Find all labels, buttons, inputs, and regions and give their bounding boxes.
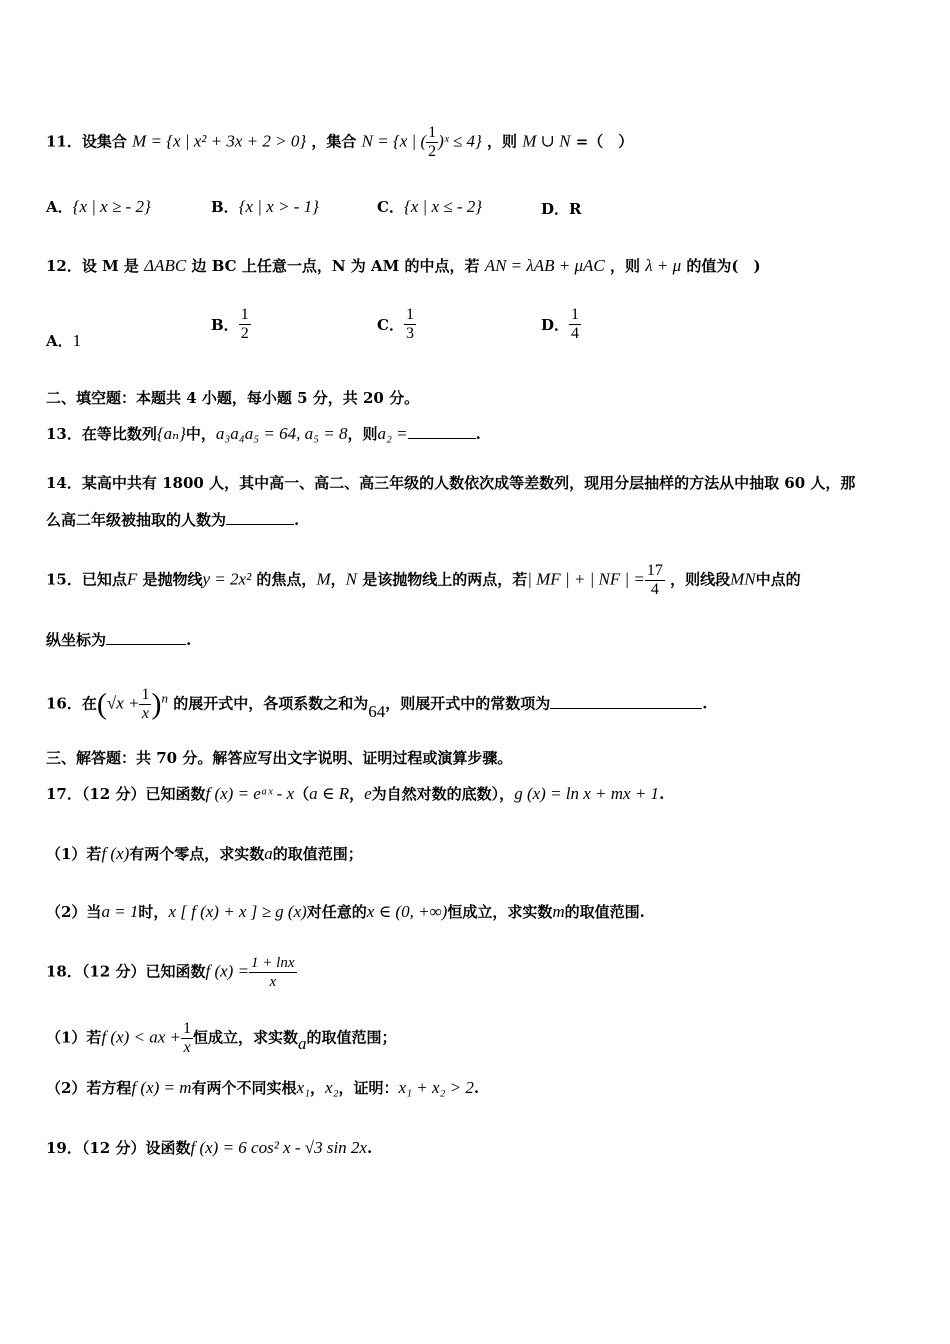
q11-set-n-right: )ˣ ≤ 4} [438, 131, 482, 151]
q11-set-n-left: N = {x | ( [361, 131, 427, 151]
q11-option-c: C．{x | x ≤ - 2} [377, 197, 483, 216]
q11-union: M ∪ N [522, 131, 571, 151]
q12-vector-eq: AN = λAB + μAC [484, 256, 605, 275]
question-18-part-2: （2）若方程f (x) = m有两个不同实根x₁，x₂，证明：x₁ + x₂ > 2. [46, 1078, 480, 1097]
q16-answer-blank[interactable] [550, 694, 702, 709]
question-11 [46, 124, 633, 161]
question-14-line-1: 14．某高中共有 1800 人，其中高一、高二、高三年级的人数依次成等差数列，现用分层抽样的方法从中抽取 60 人，那 [46, 474, 856, 492]
q11-ask-end: =（ ） [575, 132, 634, 151]
q15-fraction: $\frac{17}{4}$ [646, 562, 663, 598]
question-17-part-2: （2）当a = 1时，x [ f (x) + x ] ≥ g (x)对任意的x ∈ (0, +∞)恒成立，求实数m的取值范围. [46, 902, 645, 921]
q15-answer-blank[interactable] [106, 630, 186, 645]
q11-option-d: D．R [541, 200, 582, 218]
question-18-part-1: （1）若f (x) < ax + $\frac{1}{x}$ 恒成立，求实数a的取值范围； [46, 1020, 397, 1056]
section-2-heading: 二、填空题：本题共 4 小题，每小题 5 分，共 20 分。 [46, 389, 420, 407]
q12-triangle: ΔABC [144, 256, 187, 275]
q11-stem: 11．设集合 [46, 132, 127, 151]
question-14-line-2: 么高二年级被抽取的人数为 . [46, 511, 300, 529]
section-3-heading: 三、解答题：共 70 分。解答应写出文字说明、证明过程或演算步骤。 [46, 749, 513, 767]
question-16: 16．在(√x + $\frac{1}{x}$ )$^n$ 的展开式中，各项系数之和为64，则展开式中的常数项为 . [46, 686, 708, 722]
q13-answer-blank[interactable] [408, 424, 476, 439]
q12-option-b: B． $\frac{1}{2}$ [211, 306, 249, 342]
q11-set-m: M = {x | x² + 3x + 2 > 0} [132, 131, 307, 151]
question-15-line-2: 纵坐标为 . [46, 631, 192, 649]
q11-option-b: B．{x | x > - 1} [211, 197, 319, 216]
q11-half: $\frac{1}{2}$ [428, 124, 437, 160]
q12-text-1: 12．设 M 是 [46, 257, 139, 275]
q14-answer-blank[interactable] [226, 510, 294, 525]
q18-fraction: $\frac{1 + \ln x}{x}$ [251, 955, 295, 990]
q11-option-a: A．{x | x ≥ - 2} [46, 197, 151, 216]
q12-option-c: C． $\frac{1}{3}$ [377, 306, 414, 342]
q11-mid: ，集合 [311, 132, 357, 151]
question-19: 19．（12 分）设函数f (x) = 6 cos² x - √3 sin 2x. [46, 1138, 373, 1157]
q12-text-4: 的值为( ) [686, 257, 761, 275]
q11-ask: ，则 [486, 132, 517, 151]
q12-text-2: 边 BC 上任意一点，N 为 AM 的中点，若 [191, 257, 480, 275]
q12-option-d: D． $\frac{1}{4}$ [541, 306, 580, 342]
question-17-part-1: （1）若f (x)有两个零点，求实数a的取值范围； [46, 844, 363, 863]
question-18: 18．（12 分）已知函数f (x) = $\frac{1 + \ln x}{x}$ [46, 955, 295, 990]
q12-option-a: A．1 [46, 331, 82, 350]
question-15: 15．已知点F 是抛物线y = 2x² 的焦点，M，N 是该抛物线上的两点，若| MF | + | NF | = $\frac{17}{4}$ ，则线段MN中点的 [46, 562, 801, 598]
q12-sum: λ + μ [645, 256, 682, 275]
question-12 [46, 256, 761, 276]
q12-text-3: ，则 [610, 257, 641, 275]
question-17: 17．（12 分）已知函数f (x) = eᵃˣ - x（a ∈ R，e为自然对数的底数），g (x) = ln x + mx + 1. [46, 784, 665, 803]
question-13: 13．在等比数列{aₙ}中，a₃a₄a₅ = 64, a₅ = 8，则a₂ = . [46, 424, 481, 443]
